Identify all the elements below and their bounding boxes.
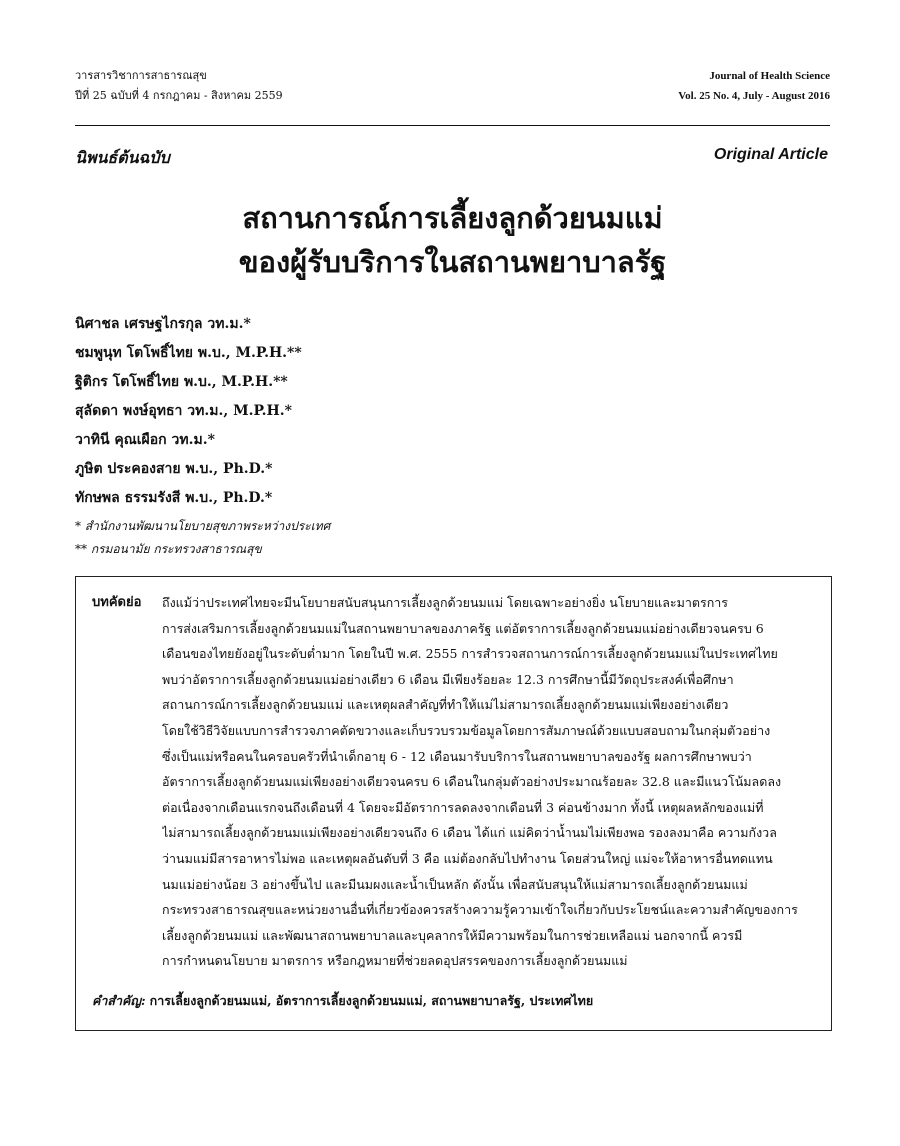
abstract-line: กระทรวงสาธารณสุขและหน่วยงานอื่นที่เกี่ยวข้องควรสร้างความรู้ความเข้าใจเกี่ยวกับประโยชน์และความสำคัญของการ [162, 902, 798, 918]
journal-name-thai: วารสารวิชาการสาธารณสุข [75, 69, 207, 82]
author-name: นิศาชล เศรษฐไกรกุล วท.ม.* [75, 316, 251, 332]
keywords [92, 989, 814, 1013]
author-name: ฐิติกร โตโพธิ์ไทย พ.บ., M.P.H.** [75, 374, 288, 390]
header-divider [75, 125, 830, 126]
title-line-2: ของผู้รับบริการในสถานพยาบาลรัฐ [238, 245, 667, 279]
abstract-line: ซึ่งเป็นแม่หรือคนในครอบครัวที่นำเด็กอายุ 6 - 12 เดือนมารับบริการในสถานพยาบาลของรัฐ ผลการศึกษาพบว่า [162, 748, 752, 764]
abstract-line: การกำหนดนโยบาย มาตรการ หรือกฎหมายที่ช่วยลดอุปสรรคของการเลี้ยงลูกด้วยนมแม่ [162, 953, 628, 969]
affiliation: * สำนักงานพัฒนานโยบายสุขภาพระหว่างประเทศ [75, 519, 331, 533]
abstract-line: นมแม่อย่างน้อย 3 อย่างขึ้นไป และมีนมผงและน้ำเป็นหลัก ดังนั้น เพื่อสนับสนุนให้แม่สามารถเลี้ยงลูกด้วยนมแม่ [162, 876, 748, 892]
author-name: ชมพูนุท โตโพธิ์ไทย พ.บ., M.P.H.** [75, 345, 302, 361]
affiliation: ** กรมอนามัย กระทรวงสาธารณสุข [75, 542, 262, 556]
abstract-line: เลี้ยงลูกด้วยนมแม่ และพัฒนาสถานพยาบาลและบุคลากรให้มีความพร้อมในการช่วยเหลือแม่ นอกจากนี้ ควรมี [162, 927, 743, 943]
author-name: สุลัดดา พงษ์อุทธา วท.ม., M.P.H.* [75, 403, 292, 419]
article-type-english: Original Article [713, 146, 828, 163]
running-header-english [450, 66, 830, 106]
journal-name-english: Journal of Health Science [709, 70, 830, 82]
issue-info-thai: ปีที่ 25 ฉบับที่ 4 กรกฎาคม - สิงหาคม 2559 [75, 89, 283, 102]
author-list [75, 310, 775, 561]
title-line-1: สถานการณ์การเลี้ยงลูกด้วยนมแม่ [242, 201, 663, 235]
abstract-line: ไม่สามารถเลี้ยงลูกด้วยนมแม่เพียงอย่างเดียวจนถึง 6 เดือน ได้แก่ แม่คิดว่าน้ำนมไม่เพียงพอ รองลงมาคือ ความกังวล [162, 825, 777, 841]
author-name: ภูษิต ประคองสาย พ.บ., Ph.D.* [75, 461, 273, 477]
author-name: ทักษพล ธรรมรังสี พ.บ., Ph.D.* [75, 490, 273, 506]
keywords-label: คำสำคัญ: [92, 993, 146, 1008]
abstract-line: ว่านมแม่มีสารอาหารไม่พอ และเหตุผลอันดับที่ 3 คือ แม่ต้องกลับไปทำงาน โดยส่วนใหญ่ แม่จะให้อาหารอื่นทดแทน [162, 850, 773, 866]
author-name: วาทินี คุณเผือก วท.ม.* [75, 432, 215, 448]
issue-info-english: Vol. 25 No. 4, July - August 2016 [678, 90, 830, 102]
abstract-box [75, 576, 832, 1031]
abstract-line: อัตราการเลี้ยงลูกด้วยนมแม่เพียงอย่างเดียวจนครบ 6 เดือนในกลุ่มตัวอย่างประมาณร้อยละ 32.8 และมีแนวโน้มลดลง [162, 774, 782, 790]
article-title [75, 196, 830, 284]
running-header-thai [75, 66, 495, 106]
abstract-line: สถานการณ์การเลี้ยงลูกด้วยนมแม่ และเหตุผลสำคัญที่ทำให้แม่ไม่สามารถเลี้ยงลูกด้วยนมแม่เพียงอย่างเดียว [162, 697, 729, 713]
abstract-line: พบว่าอัตราการเลี้ยงลูกด้วยนมแม่อย่างเดียว 6 เดือน มีเพียงร้อยละ 12.3 การศึกษานี้มีวัตถุประสงค์เพื่อศึกษา [162, 671, 734, 687]
abstract-heading: บทคัดย่อ [92, 595, 142, 610]
keywords-value: การเลี้ยงลูกด้วยนมแม่, อัตราการเลี้ยงลูกด้วยนมแม่, สถานพยาบาลรัฐ, ประเทศไทย [149, 993, 594, 1008]
abstract-text [162, 590, 814, 974]
abstract-line: การส่งเสริมการเลี้ยงลูกด้วยนมแม่ในสถานพยาบาลของภาครัฐ แต่อัตราการเลี้ยงลูกด้วยนมแม่อย่างเดียวจนครบ 6 [162, 620, 764, 636]
abstract-line: โดยใช้วิธีวิจัยแบบการสำรวจภาคตัดขวางและเก็บรวบรวมข้อมูลโดยการสัมภาษณ์ด้วยแบบสอบถามในกลุ่มตัวอย่าง [162, 722, 771, 738]
abstract-line: ถึงแม้ว่าประเทศไทยจะมีนโยบายสนับสนุนการเลี้ยงลูกด้วยนมแม่ โดยเฉพาะอย่างยิ่ง นโยบายและมาตรการ [162, 595, 728, 610]
abstract-line: ต่อเนื่องจากเดือนแรกจนถึงเดือนที่ 4 โดยจะมีอัตราการลดลงจากเดือนที่ 3 ค่อนข้างมาก ทั้งนี้ เหตุผลหลักของแม่ที่ [162, 799, 764, 815]
abstract-line: เดือนของไทยยังอยู่ในระดับต่ำมาก โดยในปี พ.ศ. 2555 การสำรวจสถานการณ์การเลี้ยงลูกด้วยนมแม่ในประเทศไทย [162, 646, 778, 662]
article-type-thai: นิพนธ์ต้นฉบับ [75, 148, 170, 167]
abstract-body [92, 590, 814, 974]
